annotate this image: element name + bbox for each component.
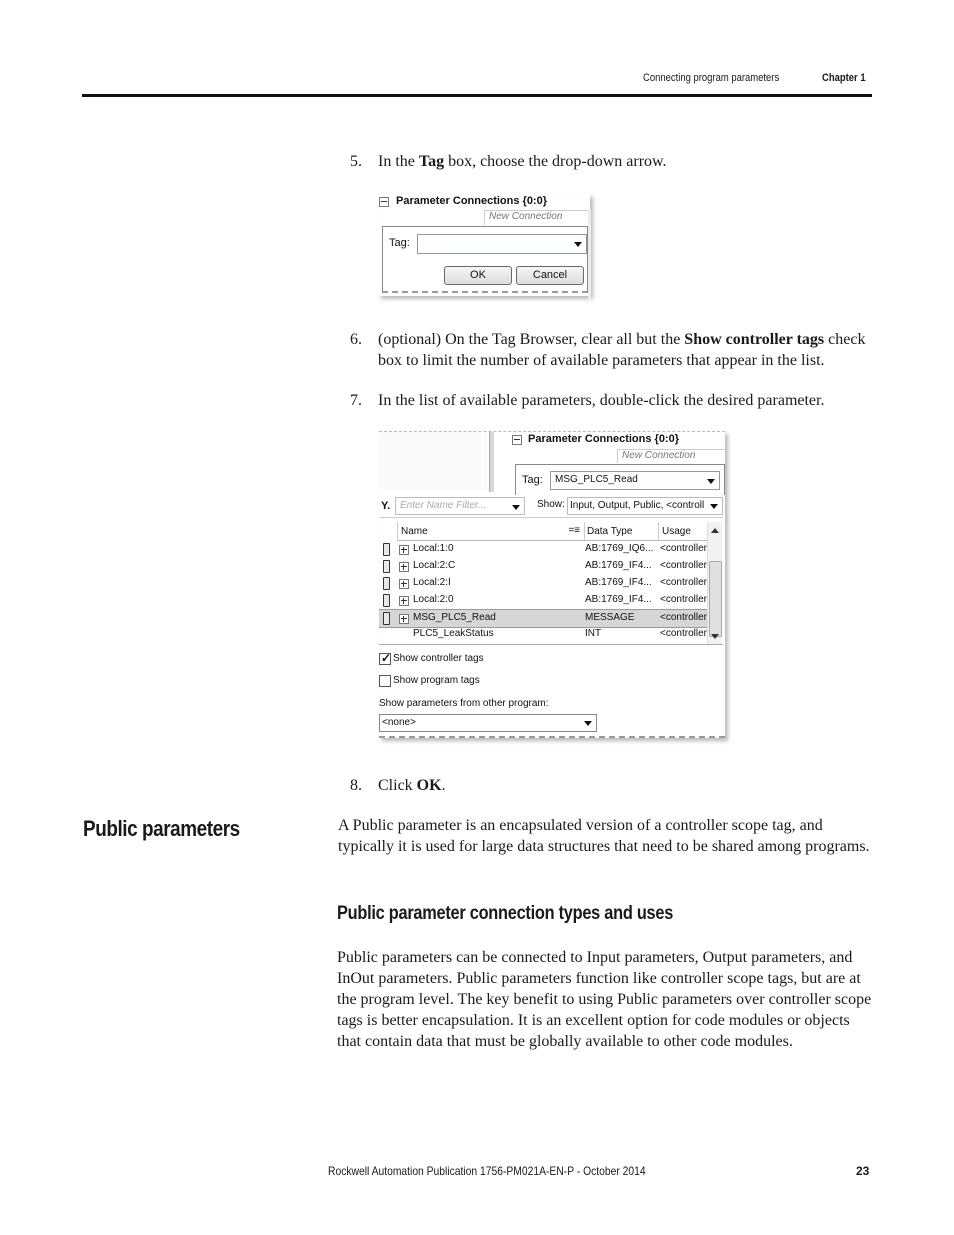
show-filter-select[interactable] [567,497,723,515]
footer-publication: Rockwell Automation Publication 1756-PM021A-EN-P - October 2014 [328,1164,646,1178]
background-panel [379,432,487,490]
tag-icon [383,577,390,590]
cell-name: Local:2:C [413,560,456,571]
cancel-button[interactable]: Cancel [516,266,584,285]
cell-data-type: AB:1769_IQ6... [585,543,654,554]
new-connection-label: New Connection [484,210,593,225]
body-paragraph: Public parameters can be connected to Input parameters, Output parameters, and InOut parameters. Public parameters function like controller scope tags, but are at the program level. The key benefit to using Public parameters over controller scope tags is better encapsulation. It is an excellent option for code modules or objects that contain data that must be globally available to other code modules. [337,949,872,1050]
chevron-down-icon[interactable] [710,504,718,509]
running-header-section: Connecting program parameters [643,72,780,84]
other-program-select[interactable] [379,714,597,732]
step-bold: Tag [418,153,445,170]
cell-name: PLC5_LeakStatus [413,628,494,639]
step-number: 5. [350,153,362,170]
tag-combobox[interactable] [550,471,720,490]
step-8 [350,775,868,796]
chevron-down-icon[interactable] [584,721,592,726]
tag-rows [379,541,707,643]
check-icon: ✓ [381,651,392,665]
cell-usage: <controller [660,594,707,605]
dialog-edge [588,210,591,300]
cell-usage: <controller [660,577,707,588]
column-headers [397,522,707,541]
step-number: 8. [350,777,362,794]
step-text: . [441,777,446,794]
cell-usage: <controller [660,612,707,623]
step-number: 6. [350,331,362,348]
tag-browser-dialog [379,431,725,738]
page-number: 23 [856,1164,870,1178]
new-connection-label: New Connection [617,449,726,463]
show-controller-tags-label: Show controller tags [393,653,484,664]
tag-label: Tag: [522,474,543,486]
step-text: Click [378,777,417,794]
show-controller-tags-checkbox[interactable] [379,653,391,665]
tag-icon [383,543,390,556]
scroll-down-icon[interactable] [711,634,719,639]
expand-icon[interactable] [399,596,409,606]
table-row[interactable] [379,626,707,643]
step-text: In the list of available parameters, double-click the desired parameter. [378,392,825,409]
expand-icon[interactable] [399,614,409,624]
expand-icon[interactable] [399,579,409,589]
show-label: Show: [537,499,565,510]
show-program-tags-checkbox[interactable] [379,675,391,687]
splitter[interactable] [489,432,494,492]
table-row[interactable] [379,592,707,609]
table-row[interactable] [379,558,707,575]
step-6 [350,329,874,371]
cell-usage: <controller [660,560,707,571]
collapse-icon[interactable] [512,435,522,445]
scroll-thumb[interactable] [709,561,722,637]
show-program-tags-label: Show program tags [393,675,480,686]
cell-data-type: MESSAGE [585,612,635,623]
tag-icon [383,594,390,607]
step-7 [350,390,874,411]
ok-button[interactable]: OK [444,266,512,285]
expand-icon[interactable] [399,562,409,572]
tag-label: Tag: [389,237,410,249]
chevron-down-icon[interactable] [574,242,582,247]
tag-icon [383,612,390,625]
expand-icon[interactable] [399,545,409,555]
tag-area [515,464,725,495]
header-rule [82,94,872,97]
table-row[interactable] [379,575,707,592]
column-usage[interactable]: Usage [662,526,691,537]
step-text: (optional) On the Tag Browser, clear all but the [378,331,685,348]
parameter-connections-dialog-small [378,194,590,296]
table-row[interactable] [379,541,707,558]
column-name[interactable]: Name =≡ [397,522,585,540]
scrollbar[interactable] [707,522,722,644]
torn-edge [379,734,725,738]
dialog-body [382,226,588,293]
subsection-heading: Public parameter connection types and uses [337,903,674,924]
dialog-title: Parameter Connections {0:0} [528,433,679,445]
step-bold: OK [416,777,442,794]
cell-data-type: AB:1769_IF4... [585,560,652,571]
step-bold: Show controller tags [684,331,825,348]
step-text: box, choose the drop-down arrow. [444,153,667,170]
filter-bar [379,495,723,518]
step-text: In the [378,153,419,170]
cell-name: Local:1:0 [413,543,454,554]
intro-paragraph: A Public parameter is an encapsulated version of a controller scope tag, and typically it is used for large data structures that need to be shared among programs. [338,817,870,855]
tag-icon [383,560,390,573]
dialog-title: Parameter Connections {0:0} [396,195,547,207]
chevron-down-icon[interactable] [512,505,520,510]
column-data-type[interactable]: Data Type [584,522,659,540]
other-program-label: Show parameters from other program: [379,698,549,709]
sort-icon[interactable]: =≡ [568,525,580,536]
filter-icon[interactable]: Y. [381,500,391,512]
tag-combobox[interactable] [417,234,587,254]
step-number: 7. [350,392,362,409]
cell-usage: <controller [660,628,707,639]
name-filter-input[interactable] [395,497,525,515]
cell-name: MSG_PLC5_Read [413,612,496,623]
section-heading: Public parameters [83,816,240,841]
collapse-icon[interactable] [379,197,389,207]
cell-name: Local:2:I [413,577,451,588]
show-value: Input, Output, Public, <controll [570,500,705,511]
cell-data-type: AB:1769_IF4... [585,594,652,605]
chevron-down-icon[interactable] [707,479,715,484]
cell-data-type: AB:1769_IF4... [585,577,652,588]
step-5 [350,151,868,172]
step-text: check box to limit the number of available parameters that appear in the list. [378,331,866,369]
tag-value: MSG_PLC5_Read [555,474,638,485]
running-header-chapter: Chapter 1 [822,72,866,84]
filter-placeholder: Enter Name Filter... [400,500,487,511]
tag-list [379,522,723,645]
scroll-up-icon[interactable] [711,528,719,533]
cell-usage: <controller [660,543,707,554]
cell-name: Local:2:0 [413,594,454,605]
cell-data-type: INT [585,628,602,639]
other-program-value: <none> [382,717,416,728]
